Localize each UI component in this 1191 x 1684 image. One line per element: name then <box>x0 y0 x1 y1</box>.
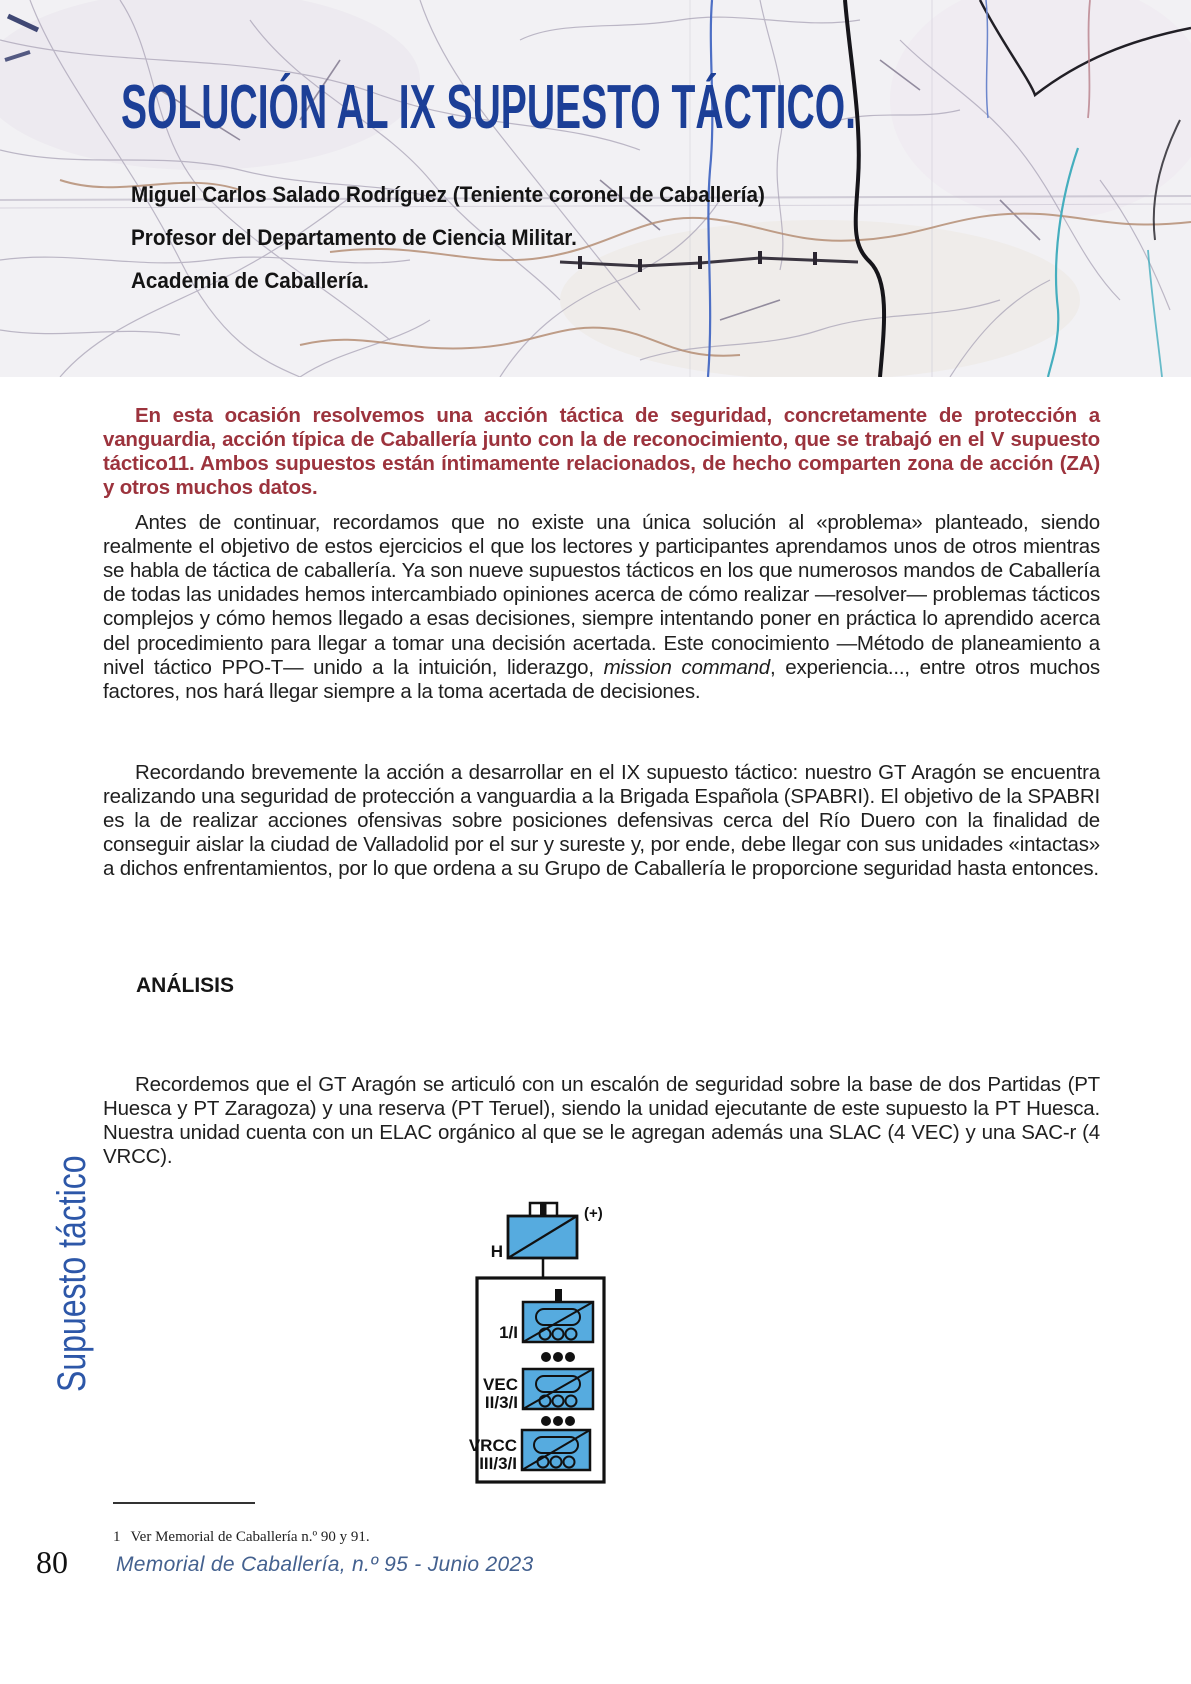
unit1-echelon-bar-icon <box>555 1289 562 1302</box>
footnote-text: Ver Memorial de Caballería n.º 90 y 91. <box>130 1529 370 1545</box>
hq-reinforced-modifier: (+) <box>584 1205 603 1222</box>
section-side-label: Supuesto táctico <box>50 1155 94 1392</box>
intro-paragraph: En esta ocasión resolvemos una acción táctica de seguridad, concretamente de protección a vanguardia, acción típica de Caballería junto con la de reconocimiento, que se trabajó en el V supuesto táctico11. Ambos supuestos están íntimamente relacionados, de hecho comparten zona de acción (ZA) y otros muchos datos. <box>103 403 1100 499</box>
unit2-symbol-icon <box>523 1369 593 1409</box>
paragraph-1-text-a: Antes de continuar, recordamos que no existe una única solución al «problema» planteado, siendo realmente el objetivo de estos ejercicios el que los lectores y participantes aprendamos unos de otros mientras se habla de táctica de caballería. Ya son nueve supuestos tácticos en los que numerosos mandos de Caballería de todas las unidades hemos intercambiado opiniones acerca de cómo realizar —resolver— problemas tácticos complejos y cómo hemos llegado a esas decisiones, siempre intentando poner en práctica lo aprendido acerca del procedimiento para llegar a tomar una decisión acertada. Este conocimiento —Método de planeamiento a nivel táctico PPO-T— unido a la intuición, liderazgo, <box>103 510 1100 679</box>
hq-label: H <box>490 1242 503 1261</box>
unit2-label-line1: VEC <box>483 1375 518 1394</box>
author-institution: Academia de Caballería. <box>131 268 369 293</box>
org-chart-diagram <box>460 1185 705 1495</box>
footnote-number: 1 <box>113 1529 121 1545</box>
unit1-label: 1/I <box>499 1323 518 1342</box>
page-number: 80 <box>36 1544 68 1580</box>
paragraph-1 <box>103 511 1100 705</box>
footnote-divider <box>113 1502 255 1504</box>
author-name: Miguel Carlos Salado Rodríguez (Teniente coronel de Caballería) <box>131 182 765 207</box>
paragraph-1-text-b: , experiencia..., entre otros muchos factores, nos hará llegar siempre a la toma acertada de decisiones. <box>103 655 1100 703</box>
author-block <box>131 182 805 311</box>
footnote <box>113 1529 370 1546</box>
unit1-symbol-icon <box>523 1302 593 1342</box>
analysis-heading: ANÁLISIS <box>136 974 235 997</box>
unit3-label-line1: VRCC <box>468 1436 517 1455</box>
hq-unit-symbol-icon <box>508 1216 577 1258</box>
unit2-label-line2: II/3/I <box>484 1393 518 1412</box>
page-title: SOLUCIÓN AL IX SUPUESTO TÁCTICO. <box>121 73 856 142</box>
platoon-dots-icon <box>541 1352 575 1362</box>
journal-footer: Memorial de Caballería, n.º 95 - Junio 2023 <box>116 1553 534 1576</box>
paragraph-2: Recordando brevemente la acción a desarrollar en el IX supuesto táctico: nuestro GT Aragón se encuentra realizando una seguridad de protección a vanguardia a la Brigada Española (SPABRI). El objetivo de la SPABRI es la de realizar acciones ofensivas sobre posiciones defensivas cerca del Río Duero con la finalidad de conseguir aislar la ciudad de Valladolid por el sur y sureste y, por ende, debe llegar con sus unidades «intactas» a dichos enfrentamientos, por lo que ordena a su Grupo de Caballería le proporcione seguridad hasta entonces. <box>103 760 1100 881</box>
platoon-dots-icon <box>541 1416 575 1426</box>
unit3-label-line2: III/3/I <box>479 1454 517 1473</box>
unit3-symbol-icon <box>522 1430 590 1470</box>
author-role: Profesor del Departamento de Ciencia Militar. <box>131 225 577 250</box>
paragraph-1-italic: mission command <box>603 655 771 679</box>
paragraph-3: Recordemos que el GT Aragón se articuló con un escalón de seguridad sobre la base de dos Partidas (PT Huesca y PT Zaragoza) y una reserva (PT Teruel), siendo la unidad ejecutante de este supuesto la PT Huesca. Nuestra unidad cuenta con un ELAC orgánico al que se le agregan además una SLAC (4 VEC) y una SAC-r (4 VRCC). <box>103 1072 1100 1169</box>
